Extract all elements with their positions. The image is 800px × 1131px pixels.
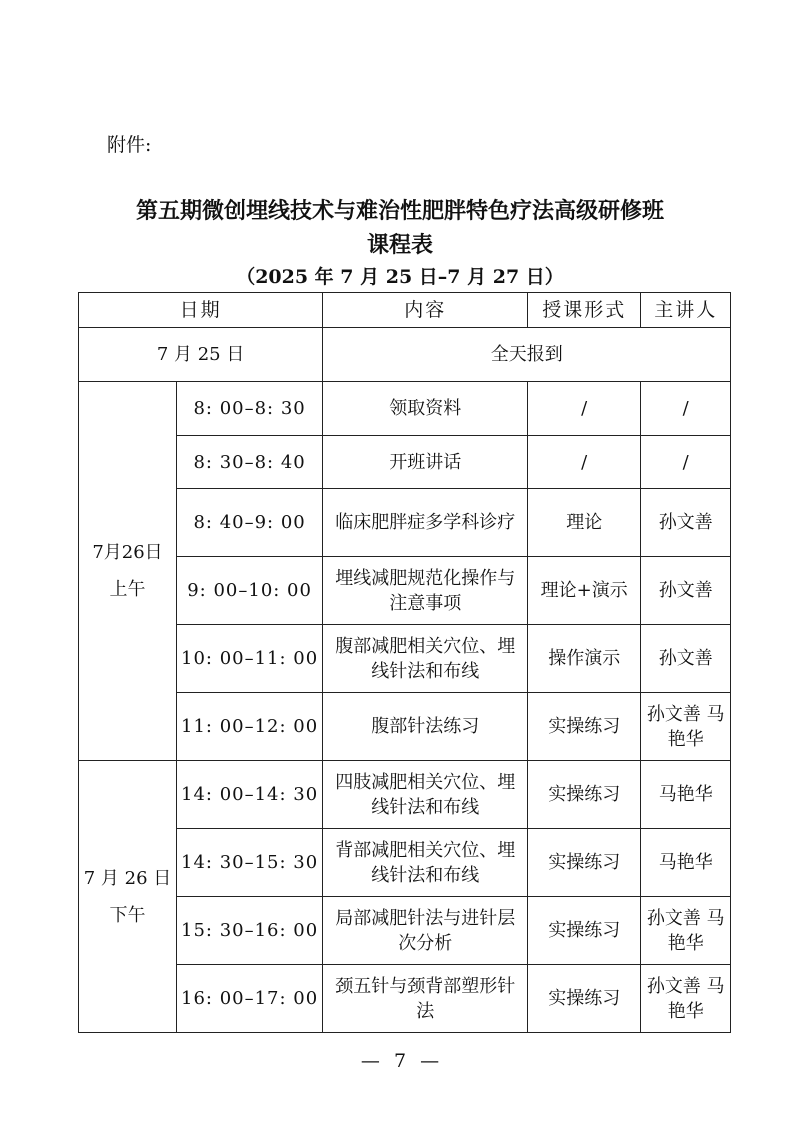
table-row <box>79 965 731 1033</box>
table-row <box>79 436 731 489</box>
table-row <box>79 829 731 897</box>
schedule-table <box>78 292 731 1033</box>
session-content: 临床肥胖症多学科诊疗 <box>323 489 528 557</box>
session-content: 腹部针法练习 <box>323 693 528 761</box>
session-format: 实操练习 <box>528 829 641 897</box>
session-content: 局部减肥针法与进针层次分析 <box>323 897 528 965</box>
session-lecturer: / <box>641 382 731 436</box>
afternoon-period: 下午 <box>109 904 146 926</box>
date-range: （2025 年 7 月 25 日–7 月 27 日） <box>236 266 564 288</box>
time-slot: 11: 00–12: 00 <box>177 693 323 761</box>
session-format: 实操练习 <box>528 693 641 761</box>
morning-period: 上午 <box>109 579 146 600</box>
table-row <box>79 897 731 965</box>
session-lecturer: 孙文善 <box>641 625 731 693</box>
session-format: 理论 <box>528 489 641 557</box>
session-format: / <box>528 436 641 489</box>
session-lecturer: 马艳华 <box>641 761 731 829</box>
table-row <box>79 625 731 693</box>
registration-content: 全天报到 <box>323 328 731 382</box>
session-content: 腹部减肥相关穴位、埋线针法和布线 <box>323 625 528 693</box>
header-content: 内容 <box>323 293 528 328</box>
table-row <box>79 557 731 625</box>
time-slot: 8: 30–8: 40 <box>177 436 323 489</box>
header-row <box>79 293 731 328</box>
time-slot: 8: 00–8: 30 <box>177 382 323 436</box>
session-content: 颈五针与颈背部塑形针法 <box>323 965 528 1033</box>
session-content: 四肢减肥相关穴位、埋线针法和布线 <box>323 761 528 829</box>
page-footer <box>0 1050 800 1072</box>
header-lecturer: 主讲人 <box>641 293 731 328</box>
document-subtitle: 课程表 <box>366 232 433 258</box>
morning-day-cell <box>79 382 177 761</box>
time-slot: 16: 00–17: 00 <box>177 965 323 1033</box>
session-format: 实操练习 <box>528 965 641 1033</box>
table-row <box>79 693 731 761</box>
session-lecturer: / <box>641 436 731 489</box>
time-slot: 14: 30–15: 30 <box>177 829 323 897</box>
session-format: 理论+演示 <box>528 557 641 625</box>
footer-dash-left: — <box>360 1050 380 1072</box>
table-row <box>79 489 731 557</box>
time-slot: 9: 00–10: 00 <box>177 557 323 625</box>
session-format: 实操练习 <box>528 761 641 829</box>
session-lecturer: 马艳华 <box>641 829 731 897</box>
header-format: 授课形式 <box>528 293 641 328</box>
time-slot: 8: 40–9: 00 <box>177 489 323 557</box>
session-content: 埋线减肥规范化操作与注意事项 <box>323 557 528 625</box>
session-lecturer: 孙文善 马艳华 <box>641 897 731 965</box>
table-row <box>79 382 731 436</box>
header-date: 日期 <box>79 293 323 328</box>
session-content: 背部减肥相关穴位、埋线针法和布线 <box>323 829 528 897</box>
session-lecturer: 孙文善 <box>641 489 731 557</box>
registration-row <box>79 328 731 382</box>
session-content: 领取资料 <box>323 382 528 436</box>
registration-date: 7 月 25 日 <box>79 328 323 382</box>
time-slot: 15: 30–16: 00 <box>177 897 323 965</box>
session-format: 实操练习 <box>528 897 641 965</box>
time-slot: 14: 00–14: 30 <box>177 761 323 829</box>
session-format: 操作演示 <box>528 625 641 693</box>
table-row <box>79 761 731 829</box>
session-lecturer: 孙文善 马艳华 <box>641 965 731 1033</box>
footer-dash-right: — <box>420 1050 440 1072</box>
document-title: 第五期微创埋线技术与难治性肥胖特色疗法高级研修班 <box>135 198 664 224</box>
session-lecturer: 孙文善 马艳华 <box>641 693 731 761</box>
session-content: 开班讲话 <box>323 436 528 489</box>
afternoon-day: 7 月 26 日 <box>83 867 172 889</box>
session-format: / <box>528 382 641 436</box>
session-lecturer: 孙文善 <box>641 557 731 625</box>
attachment-label: 附件: <box>107 134 152 156</box>
afternoon-day-cell <box>79 761 177 1033</box>
morning-day: 7月26日 <box>92 542 163 563</box>
page-number: 7 <box>393 1050 407 1072</box>
time-slot: 10: 00–11: 00 <box>177 625 323 693</box>
